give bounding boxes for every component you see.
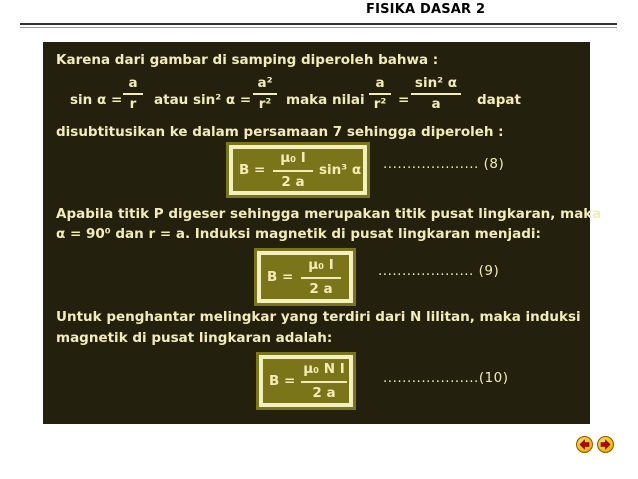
fraction-denominator: r² xyxy=(373,95,387,112)
formula-lhs: B = xyxy=(269,373,296,389)
sin2-lhs: sin² α = xyxy=(193,92,252,108)
equation-label-10: ....................(10) xyxy=(383,370,509,386)
formula-8-box xyxy=(226,142,370,198)
header-rule xyxy=(20,23,617,25)
prev-slide-button[interactable] xyxy=(576,436,593,453)
paragraph-3-line-1: Untuk penghantar melingkar yang terdiri dari N lilitan, maka induksi xyxy=(56,309,581,325)
next-slide-button[interactable] xyxy=(597,436,614,453)
fraction-bar xyxy=(301,277,341,279)
arrow-right-icon xyxy=(599,438,612,451)
fraction-denominator: r² xyxy=(258,95,272,112)
formula-lhs: B = xyxy=(267,269,294,285)
fraction-a2-over-r2 xyxy=(253,75,277,113)
fraction-bar xyxy=(273,170,313,172)
fraction-numerator: a² xyxy=(257,75,273,91)
fraction-denominator: r xyxy=(129,95,137,112)
fraction-numerator: a xyxy=(128,75,138,91)
formula-10-box xyxy=(256,352,356,410)
formula-9-box xyxy=(254,248,356,306)
header-title: FISIKA DASAR 2 xyxy=(366,2,486,17)
paragraph-2-line-1: Apabila titik P digeser sehingga merupakan titik pusat lingkaran, maka xyxy=(56,206,602,222)
fraction-denominator: a xyxy=(431,95,441,112)
equals-sign: = xyxy=(398,92,410,108)
fraction-sin2-over-a xyxy=(411,75,461,113)
atau-text: atau xyxy=(154,92,189,108)
formula-numerator: μ₀ N I xyxy=(303,361,345,377)
fraction-numerator: sin² α xyxy=(414,75,458,91)
equation-label-8: .................... (8) xyxy=(383,156,505,172)
formula-lhs: B = xyxy=(239,162,266,178)
fraction-numerator: a xyxy=(375,75,385,91)
formula-rhs: sin³ α xyxy=(319,162,362,178)
formula-numerator: μ₀ I xyxy=(308,257,334,273)
intro-line: Karena dari gambar di samping diperoleh bahwa : xyxy=(56,52,439,68)
formula-denominator: 2 a xyxy=(309,281,333,297)
equation-label-9: .................... (9) xyxy=(378,263,500,279)
arrow-left-icon xyxy=(578,438,591,451)
formula-denominator: 2 a xyxy=(281,174,305,190)
paragraph-3-line-2: magnetik di pusat lingkaran adalah: xyxy=(56,330,333,346)
header-rule-thin xyxy=(20,27,617,28)
slide-panel xyxy=(43,42,602,424)
formula-numerator: μ₀ I xyxy=(280,150,306,166)
sin-lhs: sin α = xyxy=(70,92,123,108)
paragraph-2-line-2: α = 90⁰ dan r = a. Induksi magnetik di pusat lingkaran menjadi: xyxy=(56,226,541,242)
dapat-text: dapat xyxy=(477,92,522,108)
substitution-line: disubtitusikan ke dalam persamaan 7 sehingga diperoleh : xyxy=(56,124,504,140)
fraction-a-over-r2 xyxy=(369,75,391,113)
fraction-bar xyxy=(301,381,347,383)
formula-denominator: 2 a xyxy=(312,385,336,401)
fraction-a-over-r xyxy=(123,75,143,113)
maka-nilai-text: maka nilai xyxy=(286,92,365,108)
